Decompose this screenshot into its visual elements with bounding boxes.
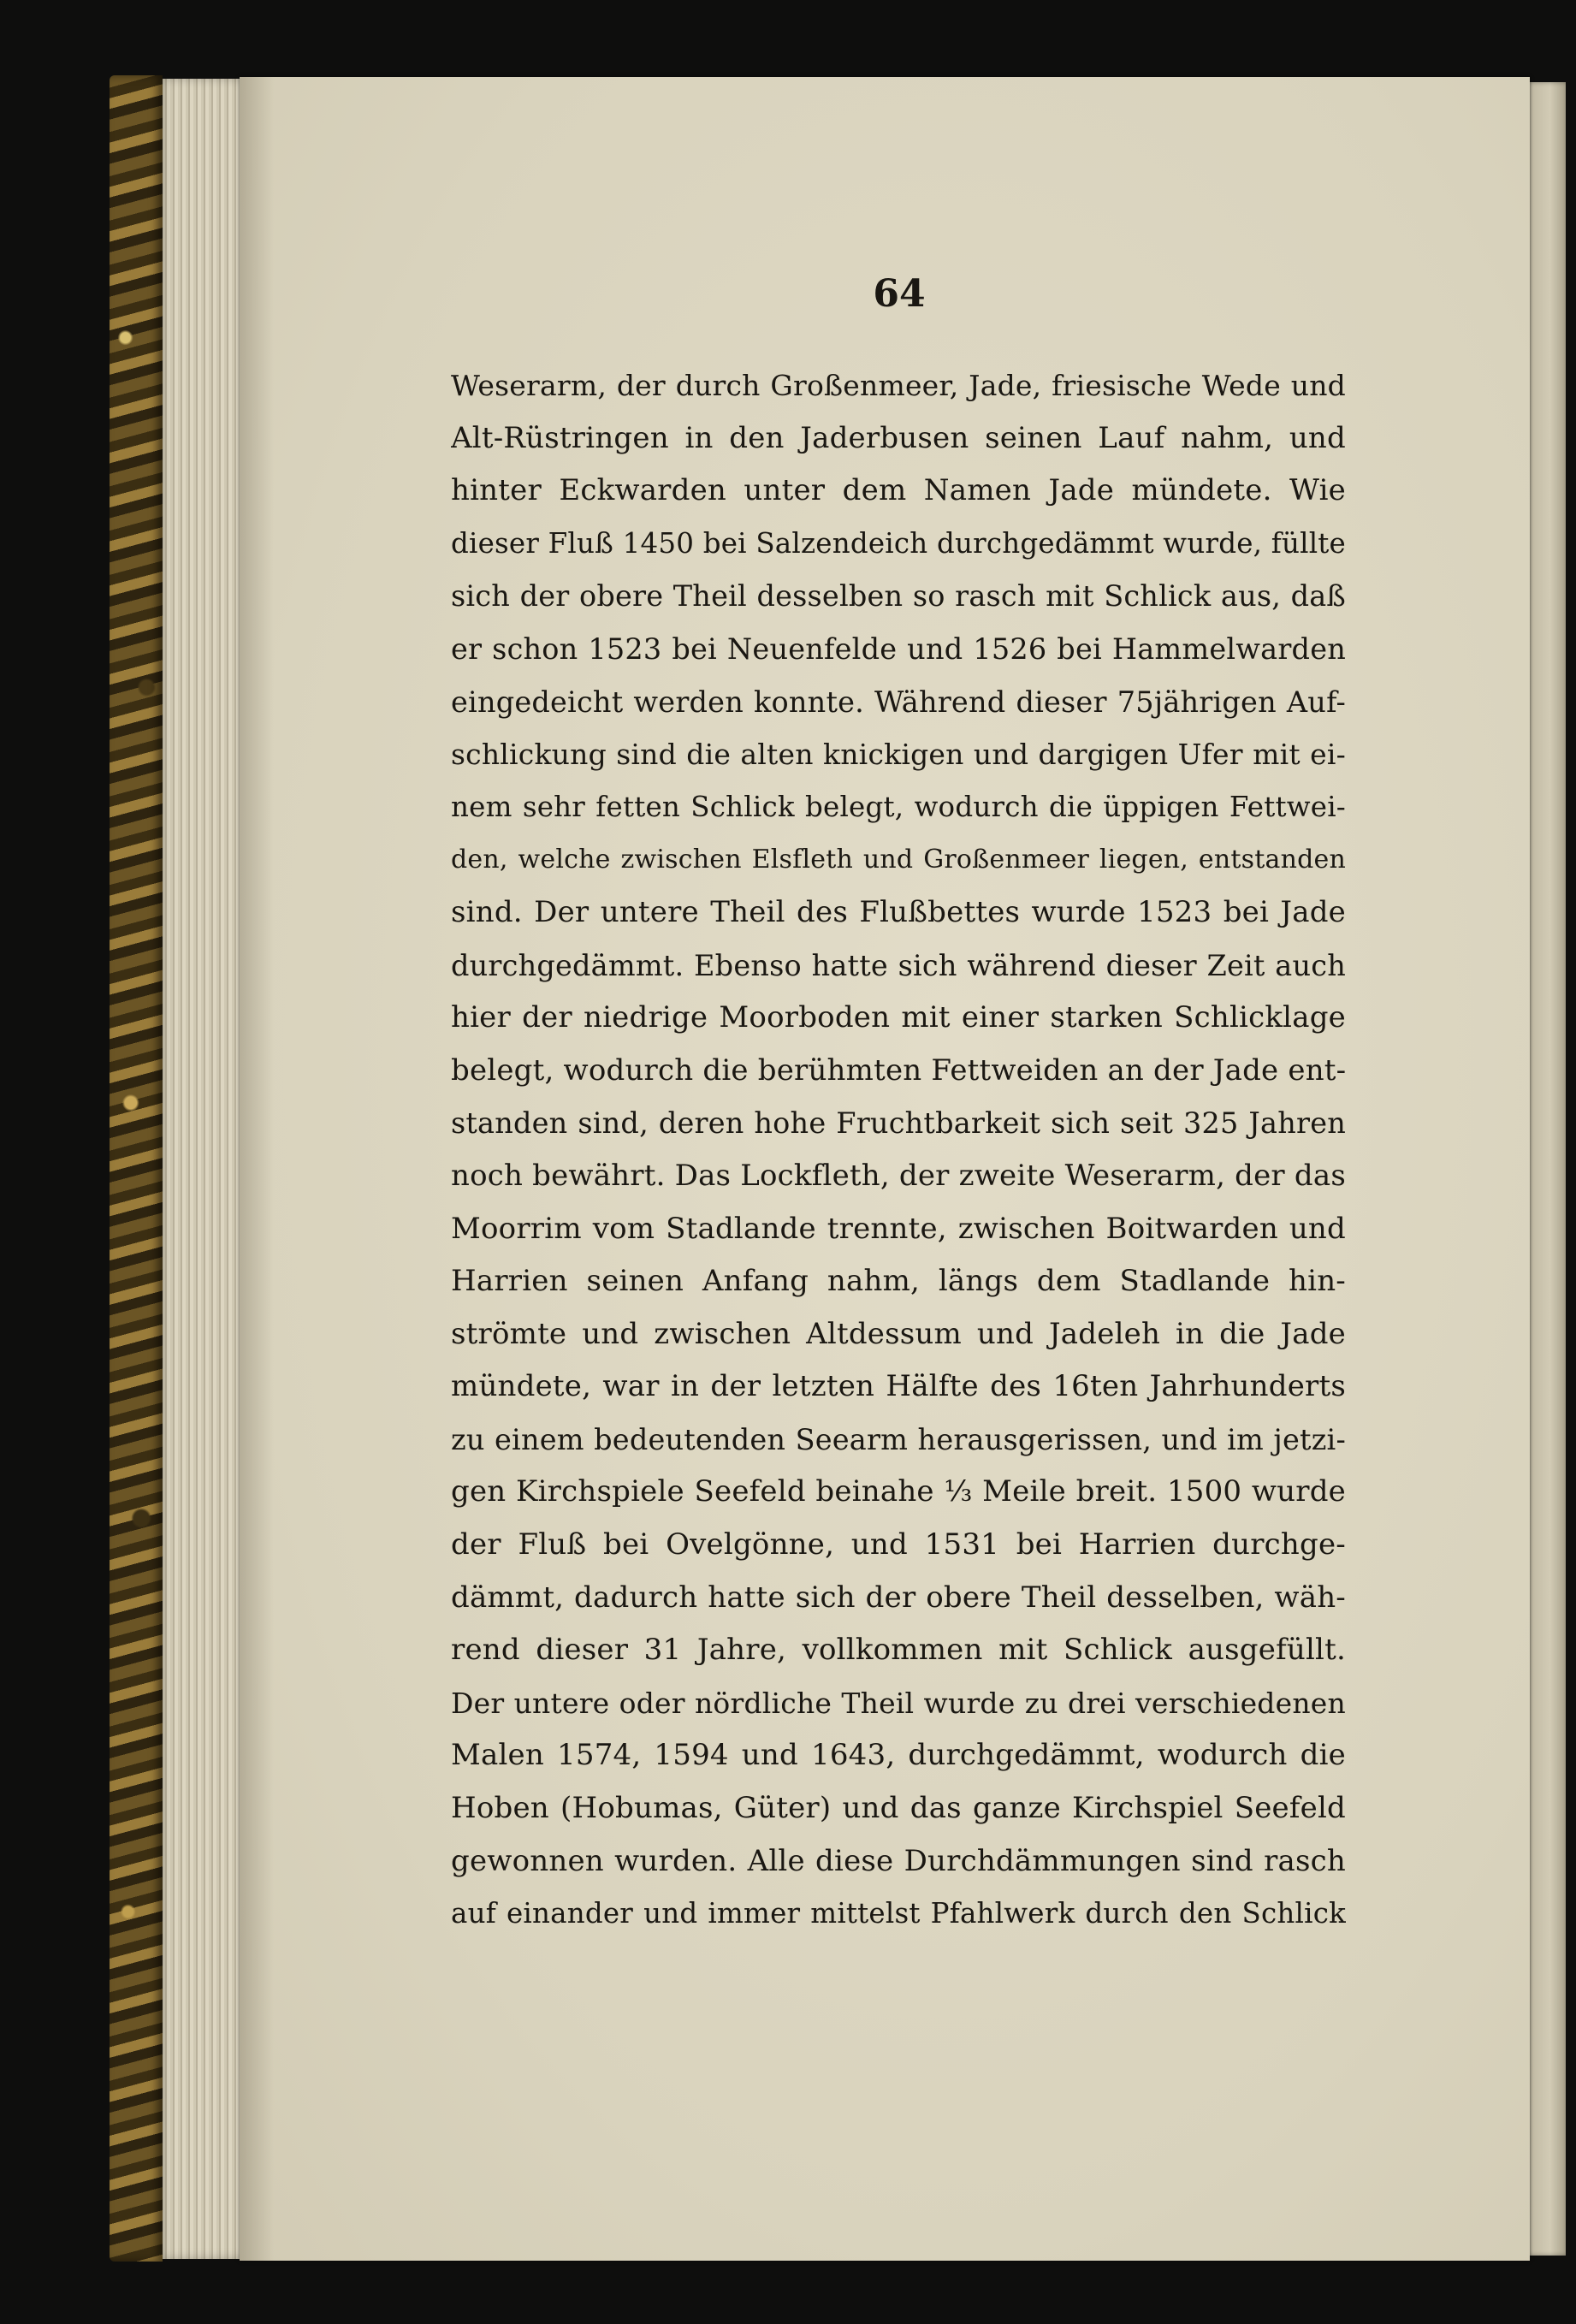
text-line: Harrien seinen Anfang nahm, längs dem Stadlande hin- bbox=[451, 1264, 1346, 1299]
text-line: Alt-Rüstringen in den Jaderbusen seinen Lauf nahm, und bbox=[451, 420, 1346, 455]
text-line: gen Kirchspiele Seefeld beinahe ⅓ Meile breit. 1500 wurde bbox=[451, 1474, 1346, 1509]
text-line: Der untere oder nördliche Theil wurde zu drei verschiedenen bbox=[451, 1686, 1346, 1720]
text-line: noch bewährt. Das Lockfleth, der zweite Weserarm, der das bbox=[451, 1158, 1346, 1193]
text-line: nem sehr fetten Schlick belegt, wodurch die üppigen Fettwei- bbox=[451, 790, 1346, 823]
text-line: Weserarm, der durch Großenmeer, Jade, friesische Wede und bbox=[451, 369, 1346, 402]
page-gutter-shadow bbox=[240, 77, 274, 2261]
text-line: strömte und zwischen Altdessum und Jadeleh in die Jade bbox=[451, 1316, 1346, 1351]
text-line: durchgedämmt. Ebenso hatte sich während dieser Zeit auch bbox=[451, 948, 1346, 982]
text-line: hinter Eckwarden unter dem Namen Jade mündete. Wie bbox=[451, 473, 1346, 508]
text-line: sind. Der untere Theil des Flußbettes wurde 1523 bei Jade bbox=[451, 894, 1346, 929]
text-line: belegt, wodurch die berühmten Fettweiden an der Jade ent- bbox=[451, 1052, 1346, 1088]
text-line: Moorrim vom Stadlande trennte, zwischen Boitwarden und bbox=[451, 1211, 1346, 1246]
page-number: 64 bbox=[873, 272, 926, 316]
text-line: eingedeicht werden konnte. Während dieser 75jährigen Auf- bbox=[451, 685, 1346, 719]
text-line: mündete, war in der letzten Hälfte des 16ten Jahrhunderts bbox=[451, 1369, 1346, 1404]
text-line: der Fluß bei Ovelgönne, und 1531 bei Harrien durchge- bbox=[451, 1527, 1346, 1562]
text-line: gewonnen wurden. Alle diese Durchdämmungen sind rasch bbox=[451, 1843, 1346, 1878]
text-line: sich der obere Theil desselben so rasch mit Schlick aus, daß bbox=[451, 579, 1346, 614]
text-line: auf einander und immer mittelst Pfahlwerk durch den Schlick bbox=[451, 1897, 1346, 1930]
text-line: schlickung sind die alten knickigen und dargigen Ufer mit ei- bbox=[451, 738, 1346, 772]
text-line: Hoben (Hobumas, Güter) und das ganze Kirchspiel Seefeld bbox=[451, 1791, 1346, 1826]
body-text bbox=[451, 359, 1346, 1941]
page-stack-edges bbox=[163, 79, 248, 2259]
text-line: den, welche zwischen Elsfleth und Großenmeer liegen, entstanden bbox=[451, 845, 1346, 875]
text-line: standen sind, deren hohe Fruchtbarkeit sich seit 325 Jahren bbox=[451, 1106, 1346, 1141]
text-line: dämmt, dadurch hatte sich der obere Theil desselben, wäh- bbox=[451, 1580, 1346, 1615]
text-line: er schon 1523 bei Neuenfelde und 1526 bei Hammelwarden bbox=[451, 631, 1346, 666]
text-line: dieser Fluß 1450 bei Salzendeich durchgedämmt wurde, füllte bbox=[451, 526, 1346, 560]
text-line: rend dieser 31 Jahre, vollkommen mit Schlick ausgefüllt. bbox=[451, 1633, 1346, 1668]
text-line: hier der niedrige Moorboden mit einer starken Schlicklage bbox=[451, 1000, 1346, 1035]
facing-leaf-edge bbox=[1526, 82, 1566, 2256]
text-line: Malen 1574, 1594 und 1643, durchgedämmt, wodurch die bbox=[451, 1738, 1346, 1773]
book-cover-edge bbox=[110, 75, 163, 2262]
text-line: zu einem bedeutenden Seearm herausgerissen, und im jetzi- bbox=[451, 1422, 1346, 1456]
